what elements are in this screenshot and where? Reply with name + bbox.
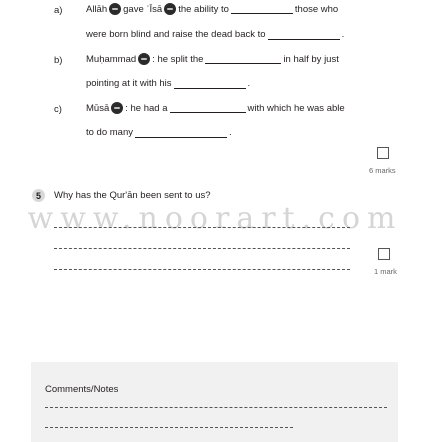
- item-b-text-2: : he split the: [152, 53, 204, 65]
- item-a-blank-2[interactable]: [268, 30, 340, 40]
- answer-line-1[interactable]: [54, 227, 350, 228]
- item-a-label: a): [54, 5, 63, 16]
- item-b-text-4: pointing at it with his: [86, 78, 172, 89]
- question-5-text: Why has the Qur'ān been sent to us?: [54, 190, 211, 201]
- marks-checkbox-q5[interactable]: [378, 248, 390, 260]
- item-b-text-1: Muḥammad: [86, 53, 137, 65]
- honorific-icon: [138, 53, 150, 65]
- item-b-text-5: .: [247, 78, 251, 89]
- item-b-line-1: [86, 53, 339, 65]
- item-a-text-1: Allāh: [86, 3, 108, 15]
- notes-title: Comments/Notes: [45, 384, 119, 395]
- item-c-label: c): [54, 104, 62, 115]
- marks-label-q4: 6 marks: [369, 166, 396, 175]
- item-b-label: b): [54, 55, 63, 66]
- item-a-line-2: [86, 29, 344, 40]
- item-c-blank-2[interactable]: [135, 128, 227, 138]
- item-a-blank-1[interactable]: [231, 4, 293, 14]
- item-c-text-5: .: [229, 127, 232, 138]
- notes-box: [31, 362, 398, 442]
- marks-label-q5: 1 mark: [374, 267, 397, 276]
- item-a-text-5: were born blind and raise the dead back to: [86, 29, 266, 40]
- answer-line-3[interactable]: [54, 269, 350, 270]
- item-c-line-1: [86, 102, 345, 114]
- notes-line-1[interactable]: [45, 407, 387, 408]
- item-c-text-1: Mūsā: [86, 102, 110, 114]
- honorific-icon: [111, 102, 123, 114]
- item-a-text-4: those who: [294, 3, 339, 15]
- item-b-line-2: [86, 78, 250, 89]
- item-a-text-3: the ability to: [178, 3, 229, 15]
- answer-line-2[interactable]: [54, 248, 350, 249]
- item-a-text-6: .: [341, 29, 345, 40]
- item-c-text-4: to do many: [86, 127, 133, 138]
- question-5-number: 5: [32, 189, 45, 202]
- watermark: www.noorart.com: [27, 201, 403, 236]
- item-c-text-3: with which he was able: [247, 102, 345, 114]
- marks-checkbox-q4[interactable]: [377, 147, 389, 159]
- item-b-text-3: in half by just: [283, 53, 339, 65]
- item-a-text-2: gave ʿĪsā: [123, 3, 163, 15]
- item-c-blank-1[interactable]: [170, 103, 246, 113]
- item-a-line-1: [86, 3, 338, 15]
- item-c-text-2: : he had a: [125, 102, 168, 114]
- honorific-icon: [164, 3, 176, 15]
- item-c-line-2: [86, 127, 232, 138]
- item-b-blank-1[interactable]: [205, 54, 281, 64]
- item-b-blank-2[interactable]: [174, 79, 246, 89]
- notes-line-2[interactable]: [45, 427, 293, 428]
- honorific-icon: [109, 3, 121, 15]
